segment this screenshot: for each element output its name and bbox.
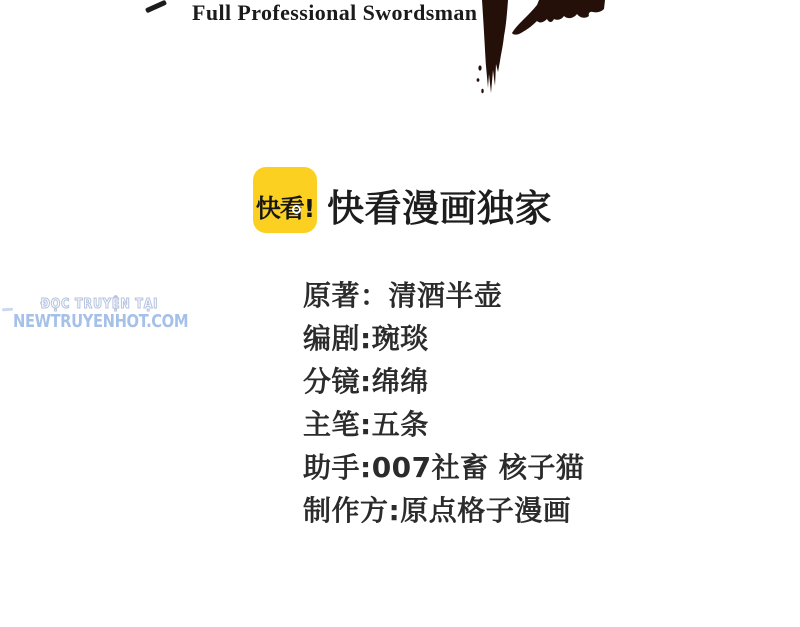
publisher-exclusive-label: 快看漫画独家 xyxy=(327,187,552,230)
camera-lens-icon xyxy=(292,205,301,214)
credit-line-screenwriter: 编剧:琬琰 xyxy=(303,322,429,355)
credit-line-assistants: 助手:007社畜 核子猫 xyxy=(303,451,585,484)
kuaikan-logo-text: 快看! xyxy=(255,194,315,223)
calligraphy-brush-stroke xyxy=(455,0,610,105)
cutoff-ink-mark xyxy=(145,0,167,13)
credit-line-storyboard: 分镜:绵绵 xyxy=(303,365,429,398)
credit-line-original-author: 原著：清酒半壶 xyxy=(303,279,503,312)
credit-line-production: 制作方:原点格子漫画 xyxy=(303,494,572,527)
english-title: Full Professional Swordsman xyxy=(192,0,478,25)
watermark-dash xyxy=(2,308,13,312)
kuaikan-logo xyxy=(253,167,317,233)
watermark-tagline: ĐỌC TRUYỆN TẠI xyxy=(40,297,158,312)
credit-line-lead-artist: 主笔:五条 xyxy=(303,408,429,441)
watermark-site-name: NEWTRUYENHOT.COM xyxy=(13,311,189,333)
watermark xyxy=(13,294,189,333)
credits-block xyxy=(303,274,584,532)
